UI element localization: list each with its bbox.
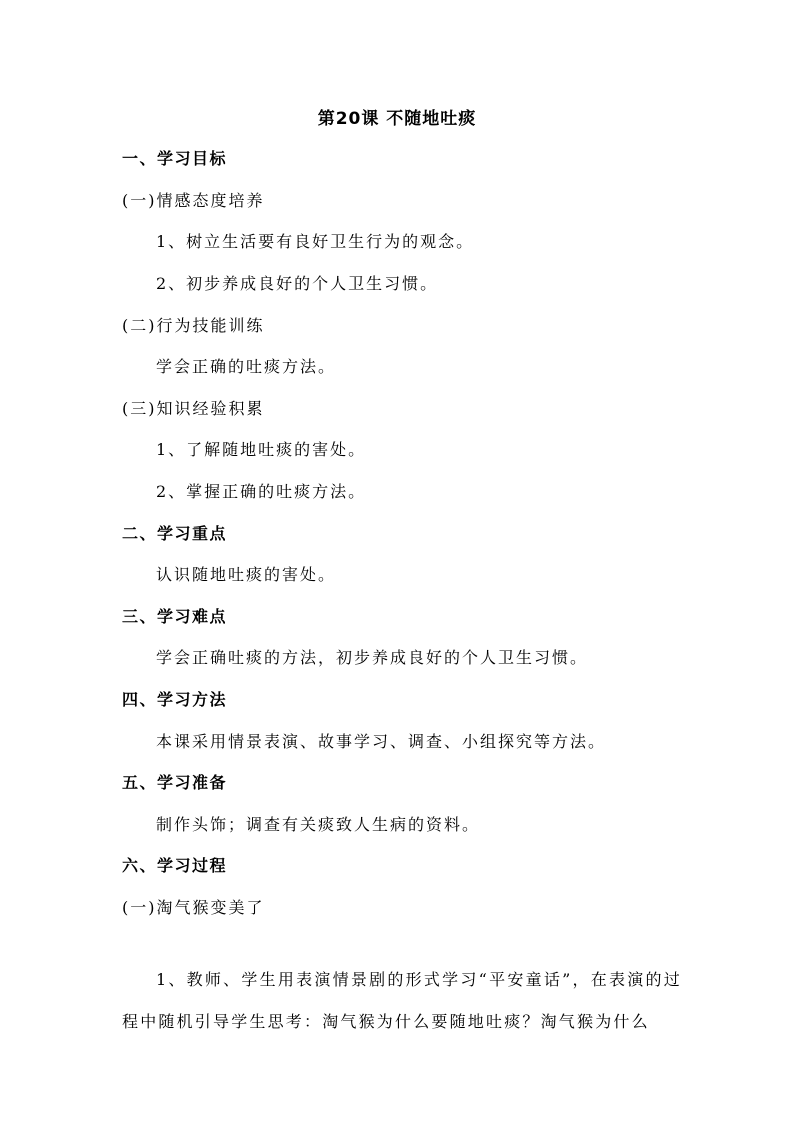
section-heading-process: 六、学习过程 bbox=[122, 856, 228, 875]
body-paragraph: 1、教师、学生用表演情景剧的形式学习“平安童话”，在表演的过程中随机引导学生思考：淘气猴为什么要随地吐痰？淘气猴为什么 bbox=[122, 970, 682, 1031]
section-heading-key-points: 二、学习重点 bbox=[122, 524, 228, 543]
item-text: 2、掌握正确的吐痰方法。 bbox=[156, 482, 367, 501]
lesson-title: 第20课 不随地吐痰 bbox=[317, 109, 477, 129]
item-text: 本课采用情景表演、故事学习、调查、小组探究等方法。 bbox=[156, 732, 607, 751]
section-heading-methods: 四、学习方法 bbox=[122, 690, 228, 709]
subheading-knowledge: (三)知识经验积累 bbox=[122, 399, 265, 418]
item-text: 2、初步养成良好的个人卫生习惯。 bbox=[156, 274, 439, 293]
item-text: 1、了解随地吐痰的害处。 bbox=[156, 440, 367, 459]
item-text: 认识随地吐痰的害处。 bbox=[156, 565, 337, 584]
section-heading-preparation: 五、学习准备 bbox=[122, 773, 228, 792]
item-text: 制作头饰；调查有关痰致人生病的资料。 bbox=[156, 815, 481, 834]
subheading-skills: (二)行为技能训练 bbox=[122, 316, 265, 335]
subheading-attitude: (一)情感态度培养 bbox=[122, 191, 265, 210]
item-text: 学会正确吐痰的方法，初步养成良好的个人卫生习惯。 bbox=[156, 648, 589, 667]
section-heading-objectives: 一、学习目标 bbox=[122, 149, 228, 168]
item-text: 1、树立生活要有良好卫生行为的观念。 bbox=[156, 232, 475, 251]
item-text: 学会正确的吐痰方法。 bbox=[156, 357, 337, 376]
subheading-naughty-monkey: (一)淘气猴变美了 bbox=[122, 898, 265, 917]
section-heading-difficulties: 三、学习难点 bbox=[122, 607, 228, 626]
